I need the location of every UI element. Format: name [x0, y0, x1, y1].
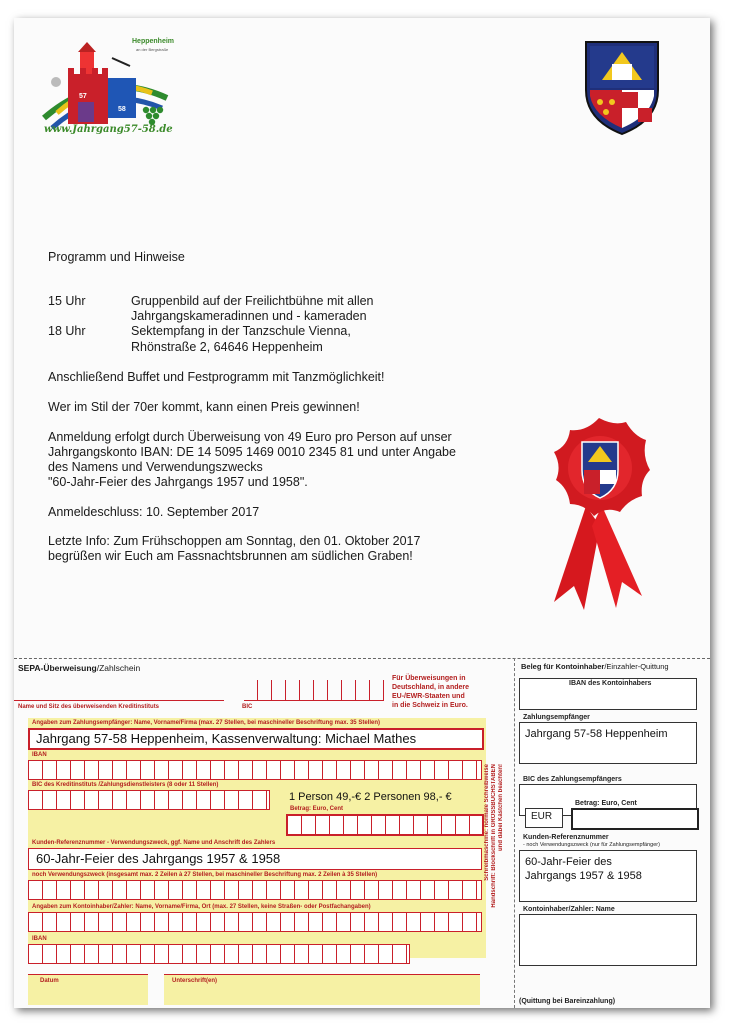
receipt-currency: EUR [531, 811, 553, 822]
registration-line-3: des Namens und Verwendungszwecks [48, 460, 263, 474]
transfer-note [392, 674, 492, 710]
letter-heading: Programm und Hinweise [48, 250, 185, 264]
signature-label: Unterschrift(en) [172, 978, 218, 984]
receipt-title-bold: Beleg für Kontoinhaber [521, 662, 605, 671]
payer-iban-field[interactable] [28, 944, 410, 964]
payer-label: Angaben zum Kontoinhaber/Zahler: Name, Vorname/Firma, Ort (max. 27 Stellen, keine Straßen- oder Postfachangaben) [32, 904, 371, 910]
reference-value: 60-Jahr-Feier des Jahrgangs 1957 & 1958 [36, 851, 281, 866]
vertical-note-3: und dabei Kästchen beachten! [498, 764, 504, 852]
vertical-note-c [498, 764, 505, 851]
site-url: www.Jahrgang57-58.de [44, 124, 173, 135]
receipt-payee-label: Zahlungsempfänger [523, 714, 590, 721]
more-purpose-label: noch Verwendungszweck (insgesamt max. 2 Zeilen à 27 Stellen, bei maschineller Beschriftung max. 2 Zeilen à 35 Stellen) [32, 872, 378, 878]
schedule-time-1: 15 Uhr [48, 294, 86, 308]
last-info-line-1: Letzte Info: Zum Frühschoppen am Sonntag, den 01. Oktober 2017 [48, 534, 421, 548]
schedule-text-2a: Sektempfang in der Tanzschule Vienna, [131, 324, 351, 338]
amount-label: Betrag: Euro, Cent [290, 806, 344, 812]
sepa-title-bold: SEPA-Überweisung [18, 663, 97, 673]
receipt-payee-value: Jahrgang 57-58 Heppenheim [525, 728, 668, 740]
receipt-amount-label: Betrag: Euro, Cent [575, 800, 637, 807]
reference-label: Kunden-Referenznummer - Verwendungszweck, ggf. Name und Anschrift des Zahlers [32, 840, 276, 846]
schedule-time-2: 18 Uhr [48, 324, 86, 338]
iban-label: IBAN [32, 752, 47, 758]
receipt-bic-label: BIC des Zahlungsempfängers [523, 776, 622, 783]
transfer-note-4: in die Schweiz in Euro. [392, 702, 468, 709]
town-subtitle: an der Bergstraße [136, 47, 169, 52]
document-sheet [14, 18, 710, 1008]
vertical-note-1: Schreibmaschine: normale Schreibweise [484, 764, 490, 881]
more-purpose-field[interactable] [28, 880, 482, 900]
vertical-note-b [491, 764, 498, 908]
receipt-payer-label: Kontoinhaber/Zahler: Name [523, 906, 615, 913]
schedule-text-2b: Rhönstraße 2, 64646 Heppenheim [131, 340, 323, 354]
receipt-cash-note: (Quittung bei Bareinzahlung) [519, 998, 616, 1005]
sepa-form [14, 658, 710, 1008]
receipt-title [521, 662, 669, 671]
prize-paragraph: Wer im Stil der 70er kommt, kann einen Preis gewinnen! [48, 400, 360, 414]
receipt-reference-label: Kunden-Referenznummer [523, 834, 609, 841]
receipt-payer-field[interactable] [519, 914, 697, 966]
iban-field[interactable] [28, 760, 482, 780]
bank-field[interactable] [14, 680, 224, 701]
receipt-amount-field[interactable] [571, 808, 699, 830]
payer-field[interactable] [28, 912, 482, 932]
bic-field[interactable] [244, 680, 384, 701]
sepa-title [18, 663, 140, 673]
schedule-text-1a: Gruppenbild auf der Freilichtbühne mit allen [131, 294, 374, 308]
wax-seal [544, 416, 654, 612]
last-info-line-2: begrüßen wir Euch am Fassnachtsbrunnen am südlichen Graben! [48, 549, 413, 563]
bic-payee-label: BIC des Kreditinstituts /Zahlungsdienstleisters (8 oder 11 Stellen) [32, 782, 219, 788]
registration-line-2: Jahrgangskonto IBAN: DE 14 5095 1469 0010 2345 81 und unter Angabe [48, 445, 456, 459]
receipt-panel [514, 658, 711, 1008]
coat-of-arms-icon [582, 38, 662, 136]
receipt-reference-1: 60-Jahr-Feier des [525, 856, 612, 868]
town-name: Heppenheim [132, 38, 175, 45]
badge-58: 58 [118, 106, 126, 113]
bic-label: BIC [242, 704, 253, 710]
castle-logo-icon [42, 38, 182, 138]
payee-value: Jahrgang 57-58 Heppenheim, Kassenverwaltung: Michael Mathes [36, 731, 417, 746]
payer-iban-label: IBAN [32, 936, 47, 942]
sepa-left-panel [14, 674, 504, 1008]
bank-label: Name und Sitz des überweisenden Kreditinstituts [18, 704, 160, 710]
payee-label: Angaben zum Zahlungsempfänger: Name, Vorname/Firma (max. 27 Stellen, bei maschineller Beschriftung max. 35 Stellen) [32, 720, 380, 726]
deadline: Anmeldeschluss: 10. September 2017 [48, 505, 260, 519]
transfer-note-3: EU-/EWR-Staaten und [392, 693, 465, 700]
receipt-reference-sub: - noch Verwendungszweck (nur für Zahlungsempfänger) [523, 842, 660, 848]
coat-of-arms [582, 38, 662, 136]
vertical-note-2: Handschrift: Blockschrift in GROSSBUCHSTABEN [491, 764, 497, 908]
wax-seal-icon [544, 416, 654, 612]
receipt-iban-label: IBAN des Kontoinhabers [569, 680, 652, 687]
receipt-title-rest: /Einzahler-Quittung [604, 662, 669, 671]
price-note: 1 Person 49,-€ 2 Personen 98,- € [289, 791, 452, 803]
registration-line-4: "60-Jahr-Feier des Jahrgangs 1957 und 1958". [48, 475, 308, 489]
jahrgang-logo [42, 38, 182, 158]
date-label: Datum [40, 978, 59, 984]
transfer-note-1: Für Überweisungen in [392, 675, 466, 682]
bic-payee-field[interactable] [28, 790, 270, 810]
amount-field[interactable] [286, 814, 484, 836]
sepa-title-rest: /Zahlschein [96, 663, 141, 673]
receipt-reference-2: Jahrgangs 1957 & 1958 [525, 870, 642, 882]
schedule-text-1b: Jahrgangskameradinnen und - kameraden [131, 309, 367, 323]
badge-57: 57 [79, 93, 87, 100]
transfer-note-2: Deutschland, in andere [392, 684, 470, 691]
registration-line-1: Anmeldung erfolgt durch Überweisung von 49 Euro pro Person auf unser [48, 430, 452, 444]
buffet-paragraph: Anschließend Buffet und Festprogramm mit Tanzmöglichkeit! [48, 370, 385, 384]
